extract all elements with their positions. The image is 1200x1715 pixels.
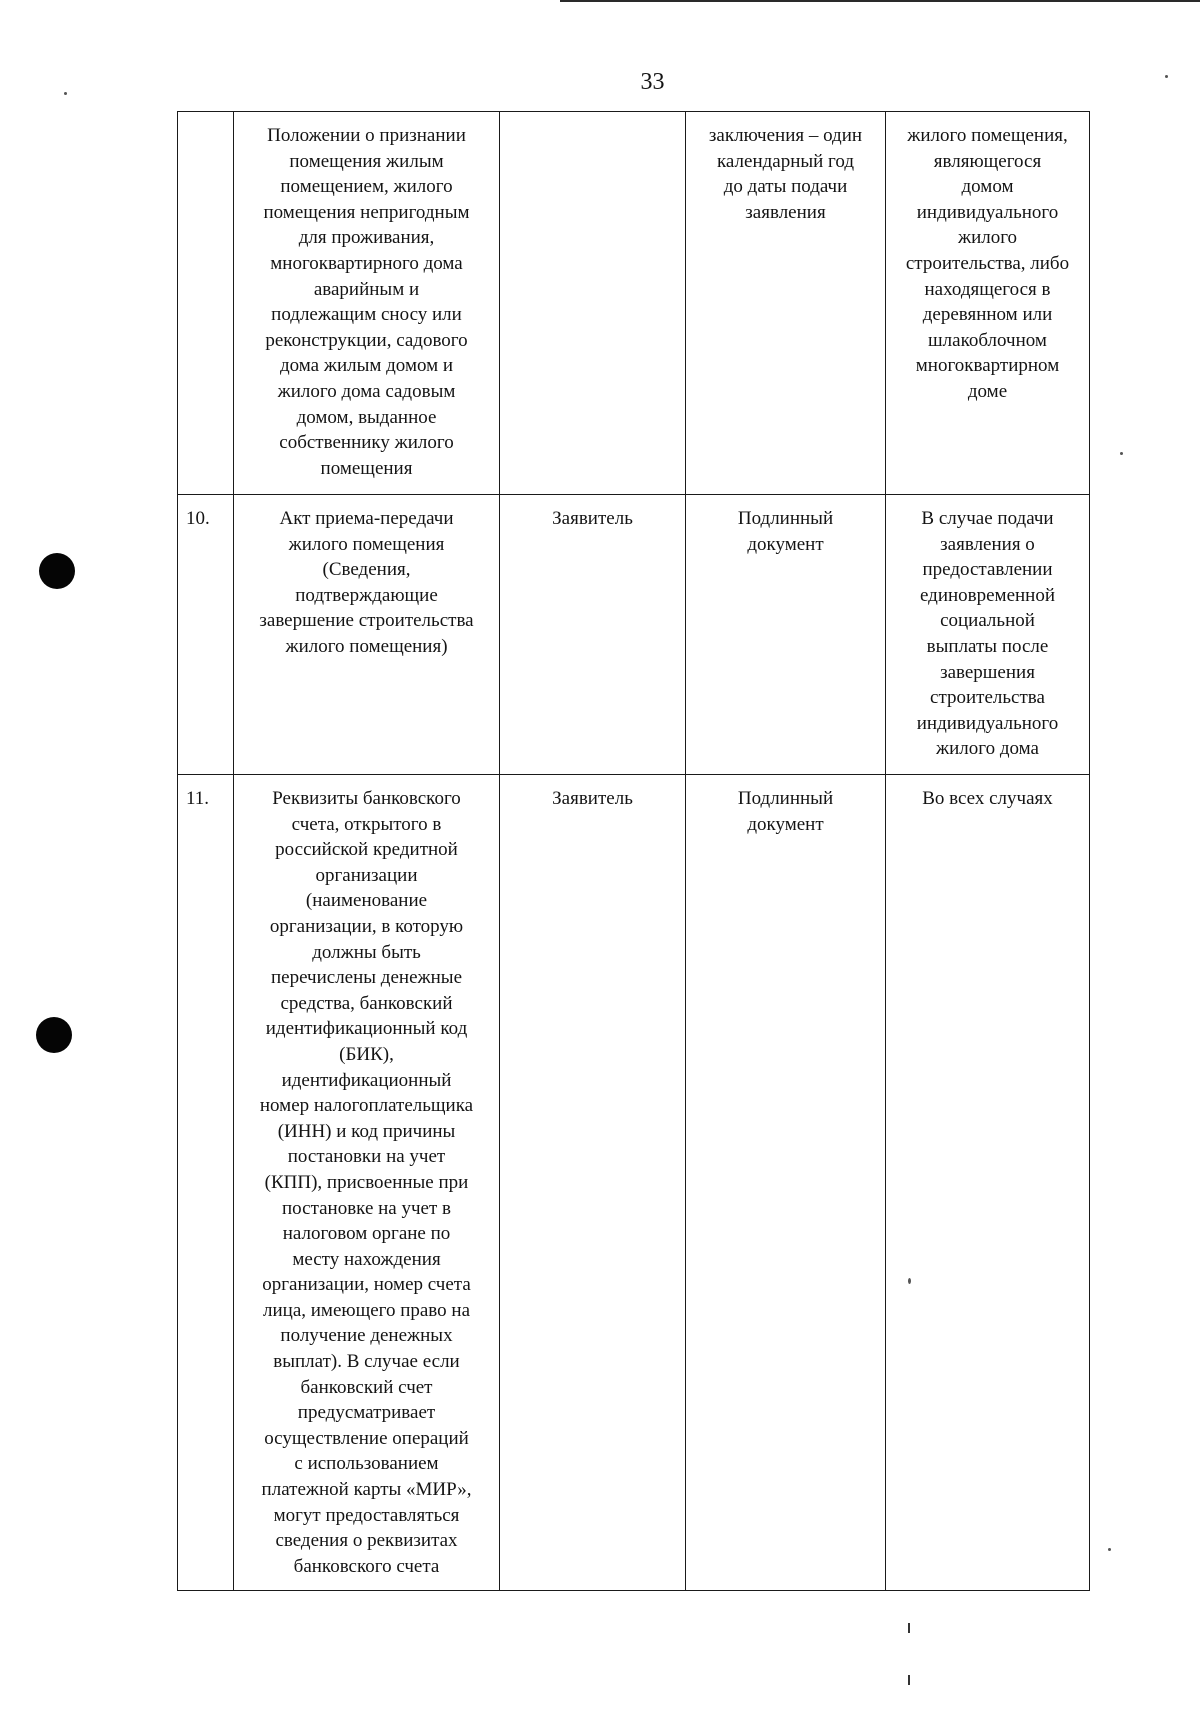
cell-text-line: Подлинный (737, 788, 834, 809)
cell-text-line: аварийным и (313, 278, 420, 300)
cell-text-line: для проживания, (298, 227, 435, 249)
cell-text-line: организации, в которую (269, 915, 464, 937)
cell-text-line: социальной (940, 610, 1035, 632)
cell-text-line: идентификационный код (265, 1018, 468, 1040)
document-form-cell (686, 112, 886, 495)
cell-text-line: заявления о (940, 533, 1035, 555)
cell-text-line: являющегося (933, 150, 1042, 172)
cell-text-line: постановки на учет (287, 1146, 446, 1168)
cell-text-line: (БИК), (339, 1043, 394, 1065)
cell-text-line: завершение строительства (259, 610, 474, 632)
cell-text-line: документ (747, 533, 824, 555)
cell-text-line: идентификационный (281, 1069, 452, 1091)
scan-speck (1165, 75, 1168, 78)
cell-text-line: собственнику жилого (279, 432, 454, 454)
cell-text-line: доме (967, 380, 1008, 402)
cell-text-line: банковский счет (300, 1376, 433, 1398)
cell-text-line: платежной карты «МИР», (261, 1479, 472, 1501)
cell-text-line: единовременной (919, 584, 1056, 606)
cell-text-line: с использованием (294, 1453, 439, 1475)
cell-text-line: организации, номер счета (262, 1274, 471, 1296)
cell-text-line: находящегося в (924, 278, 1051, 300)
documents-table (177, 111, 1090, 1591)
cell-text-line: деревянном или (922, 304, 1053, 326)
cell-text-line: помещением, жилого (280, 176, 453, 198)
binder-punch-hole-lower (36, 1017, 72, 1053)
submission-condition-cell (886, 112, 1090, 495)
cell-text-line: российской кредитной (275, 839, 458, 861)
document-source-cell (500, 112, 686, 495)
cell-text-line: помещения жилым (289, 150, 444, 172)
cell-text-line: (ИНН) и код причины (277, 1120, 456, 1142)
cell-text-line: жилого помещения, (907, 125, 1068, 146)
cell-text-line: помещения непригодным (263, 201, 470, 223)
cell-text-line: многоквартирного дома (270, 252, 463, 274)
document-form-cell (686, 495, 886, 775)
cell-text-line: осуществление операций (264, 1427, 469, 1449)
cell-text-line: предоставлении (922, 559, 1053, 581)
cell-text-line: строительства, либо (905, 252, 1070, 274)
cell-text-line: постановке на учет в (282, 1197, 451, 1219)
cell-text-line: Заявитель (552, 788, 633, 809)
cell-text-line: многоквартирном (915, 355, 1060, 377)
cell-text-line: (Сведения, (322, 559, 411, 581)
cell-text-line: выплат). В случае если (273, 1351, 460, 1373)
cell-text-line: жилого помещения) (285, 635, 448, 657)
scan-mark (908, 1675, 910, 1685)
table-row (178, 775, 1090, 1591)
document-description-cell (234, 775, 500, 1591)
cell-text-line: календарный год (716, 150, 855, 172)
cell-text-line: должны быть (312, 941, 421, 963)
scan-speck (908, 1278, 911, 1284)
scan-mark (908, 1623, 910, 1633)
cell-text-line: организации (315, 864, 418, 886)
submission-condition-cell (886, 495, 1090, 775)
cell-text-line: жилого дома садовым (277, 380, 456, 402)
cell-text-line: жилого (957, 227, 1018, 249)
cell-text-line: до даты подачи (723, 176, 848, 198)
cell-text-line: предусматривает (297, 1402, 436, 1424)
cell-text-line: месту нахождения (292, 1248, 441, 1270)
cell-text-line: подлежащим сносу или (271, 304, 462, 326)
document-source-cell (500, 495, 686, 775)
document-source-cell (500, 775, 686, 1591)
cell-text-line: реконструкции, садового (265, 329, 468, 351)
cell-text-line: индивидуального (916, 201, 1059, 223)
cell-text-line: Реквизиты банковского (272, 788, 461, 809)
cell-text-line: завершения (940, 661, 1035, 683)
cell-text-line: домом (961, 176, 1014, 198)
cell-text-line: Во всех случаях (922, 788, 1053, 809)
cell-text-line: налоговом органе по (282, 1223, 451, 1245)
cell-text-line: банковского счета (293, 1555, 440, 1577)
cell-text-line: получение денежных (280, 1325, 453, 1347)
scan-speck (1120, 452, 1123, 455)
document-description-cell (234, 112, 500, 495)
cell-text-line: сведения о реквизитах (275, 1530, 458, 1552)
cell-text-line: средства, банковский (280, 992, 453, 1014)
scan-speck (64, 92, 67, 95)
binder-punch-hole-upper (39, 553, 75, 589)
cell-text-line: Положении о признании (267, 125, 466, 146)
page-number: 33 (640, 69, 665, 95)
cell-text-line: жилого помещения (288, 533, 445, 555)
submission-condition-cell (886, 775, 1090, 1591)
cell-text-line: лица, имеющего право на (263, 1299, 470, 1321)
cell-text-line: подтверждающие (295, 584, 438, 606)
table-row (178, 112, 1090, 495)
cell-text-line: (наименование (305, 890, 428, 912)
cell-text-line: перечислены денежные (270, 967, 462, 989)
document-description-cell (234, 495, 500, 775)
row-number-cell (178, 112, 234, 495)
cell-text-line: счета, открытого в (291, 813, 442, 835)
row-number-cell: 11. (178, 775, 234, 1591)
document-form-cell (686, 775, 886, 1591)
table-row (178, 495, 1090, 775)
cell-text-line: шлакоблочном (928, 329, 1047, 351)
cell-text-line: помещения (320, 457, 413, 479)
row-number-cell: 10. (178, 495, 234, 775)
scan-speck (1108, 1548, 1111, 1551)
cell-text-line: (КПП), присвоенные при (264, 1171, 469, 1193)
cell-text-line: документ (747, 813, 824, 835)
cell-text-line: домом, выданное (296, 406, 437, 428)
cell-text-line: номер налогоплательщика (259, 1095, 474, 1117)
cell-text-line: заключения – один (708, 125, 863, 146)
cell-text-line: В случае подачи (921, 508, 1054, 529)
page-top-edge-rule (560, 0, 1200, 2)
cell-text-line: Акт приема-передачи (279, 508, 454, 529)
cell-text-line: Подлинный (737, 508, 834, 529)
cell-text-line: дома жилым домом и (279, 355, 454, 377)
cell-text-line: индивидуального (916, 712, 1059, 734)
cell-text-line: могут предоставляться (273, 1504, 460, 1526)
cell-text-line: Заявитель (552, 508, 633, 529)
cell-text-line: строительства (930, 687, 1045, 709)
cell-text-line: жилого дома (936, 738, 1039, 760)
cell-text-line: заявления (745, 201, 826, 223)
cell-text-line: выплаты после (926, 635, 1049, 657)
